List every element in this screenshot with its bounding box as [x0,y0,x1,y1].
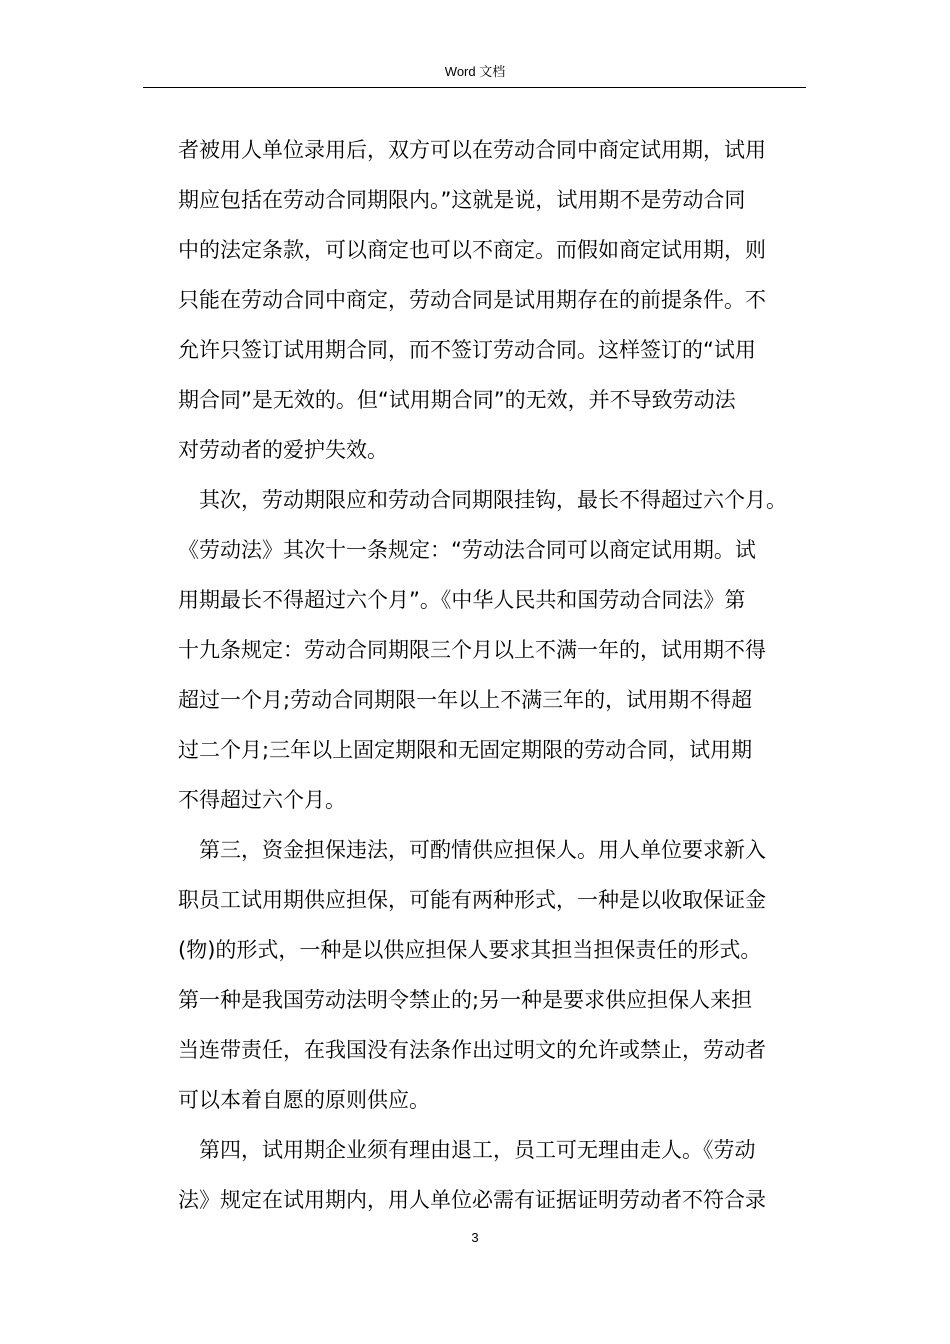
text-line: 第一种是我国劳动法明令禁止的;另一种是要求供应担保人来担 [178,988,753,1012]
header-title: Word 文档 [444,64,506,79]
page-header [0,64,950,80]
page-number: 3 [471,1230,479,1245]
text-line: 期合同”是无效的。但“试用期合同”的无效，并不导致劳动法 [178,388,736,412]
header-divider [143,87,806,88]
text-line: 中的法定条款，可以商定也可以不商定。而假如商定试用期，则 [178,238,766,262]
text-line: 职员工试用期供应担保，可能有两种形式，一种是以收取保证金 [178,888,766,912]
text-line: 只能在劳动合同中商定，劳动合同是试用期存在的前提条件。不 [178,288,766,312]
text-line: (物)的形式，一种是以供应担保人要求其担当担保责任的形式。 [178,938,762,962]
document-body [178,125,818,1225]
page-footer [0,1230,950,1245]
text-line: 不得超过六个月。 [178,788,346,812]
text-line: 超过一个月;劳动合同期限一年以上不满三年的，试用期不得超 [178,688,753,712]
text-line: 期应包括在劳动合同期限内。”这就是说，试用期不是劳动合同 [178,188,746,212]
text-line: 第四，试用期企业须有理由退工，员工可无理由走人。《劳动 [199,1138,756,1162]
text-line: 可以本着自愿的原则供应。 [178,1088,430,1112]
text-line: 当连带责任，在我国没有法条作出过明文的允许或禁止，劳动者 [178,1038,766,1062]
text-line: 第三，资金担保违法，可酌情供应担保人。用人单位要求新入 [199,838,766,862]
text-line: 其次，劳动期限应和劳动合同期限挂钩，最长不得超过六个月。 [199,488,787,512]
text-line: 《劳动法》其次十一条规定：“劳动法合同可以商定试用期。试 [178,538,756,562]
text-line: 法》规定在试用期内，用人单位必需有证据证明劳动者不符合录 [178,1188,766,1212]
text-line: 过二个月;三年以上固定期限和无固定期限的劳动合同，试用期 [178,738,753,762]
text-line: 者被用人单位录用后，双方可以在劳动合同中商定试用期，试用 [178,138,766,162]
text-line: 对劳动者的爱护失效。 [178,438,388,462]
text-line: 用期最长不得超过六个月”。《中华人民共和国劳动合同法》第 [178,588,746,612]
text-line: 允许只签订试用期合同，而不签订劳动合同。这样签订的“试用 [178,338,756,362]
text-line: 十九条规定：劳动合同期限三个月以上不满一年的，试用期不得 [178,638,766,662]
